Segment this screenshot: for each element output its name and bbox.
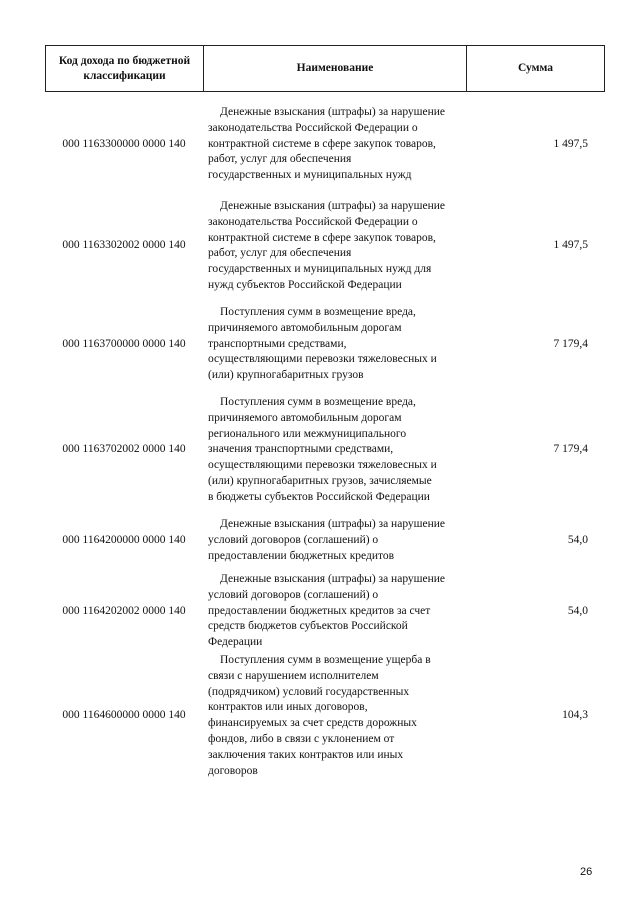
- row-code: 000 1164200000 0000 140: [62, 533, 186, 546]
- table-row: [45, 105, 605, 184]
- row-amount: 7 179,4: [553, 337, 588, 350]
- row-code: 000 1163302002 0000 140: [62, 239, 186, 252]
- row-name: Денежные взыскания (штрафы) за нарушение законодательства Российской Федерации о контрактной системе в сфере закупок товаров, работ, услуг для обеспечения государственных и муниципальных нужд: [208, 106, 446, 182]
- table-header: [45, 45, 605, 92]
- row-name: Денежные взыскания (штрафы) за нарушение условий договоров (соглашений) о предоставлении бюджетных кредитов за счет средств бюджетов субъектов Российской Федерации: [208, 573, 446, 649]
- row-amount: 104,3: [562, 709, 588, 722]
- row-amount: 54,0: [567, 604, 588, 617]
- row-amount: 1 497,5: [553, 239, 588, 252]
- row-name: Денежные взыскания (штрафы) за нарушение условий договоров (соглашений) о предоставлении бюджетных кредитов: [208, 518, 446, 562]
- row-amount: 54,0: [567, 533, 588, 546]
- row-name: Поступления сумм в возмещение вреда, причиняемого автомобильным дорогам транспортными средствами, осуществляющими перевозки тяжеловесных и (или) крупногабаритных грузов: [208, 306, 437, 382]
- row-code: 000 1163702002 0000 140: [62, 443, 186, 456]
- table-row: [45, 305, 605, 384]
- row-name: Денежные взыскания (штрафы) за нарушение законодательства Российской Федерации о контрактной системе в сфере закупок товаров, работ, услуг для обеспечения государственных и муниципальных нужд для нужд субъектов Российской Федерации: [208, 200, 446, 291]
- row-name: Поступления сумм в возмещение вреда, причиняемого автомобильным дорогам регионального или межмуниципального значения транспортными средствами, осуществляющими перевозки тяжеловесных и (или) крупногабаритных грузов, зачисляемые в бюджеты субъектов Российской Федерации: [208, 396, 437, 503]
- header-name: Наименование: [204, 46, 467, 91]
- row-code: 000 1163700000 0000 140: [62, 337, 186, 350]
- table-row: [45, 653, 605, 779]
- page-number: 26: [580, 866, 593, 878]
- row-code: 000 1164202002 0000 140: [62, 604, 186, 617]
- table-row: [45, 517, 605, 564]
- table-row: [45, 395, 605, 506]
- row-code: 000 1164600000 0000 140: [62, 709, 186, 722]
- row-amount: 7 179,4: [553, 443, 588, 456]
- header-amount: Сумма: [518, 62, 553, 74]
- row-amount: 1 497,5: [553, 137, 588, 150]
- row-name: Поступления сумм в возмещение ущерба в связи с нарушением исполнителем (подрядчиком) условий государственных контрактов или иных договоров, финансируемых за счет средств дорожных фондов, либо в связи с уклонением от заключения таких контрактов или иных договоров: [208, 654, 431, 777]
- table-row: [45, 572, 605, 651]
- header-code: Код дохода по бюджетной классификации: [46, 46, 204, 91]
- table-row: [45, 199, 605, 294]
- row-code: 000 1163300000 0000 140: [62, 137, 186, 150]
